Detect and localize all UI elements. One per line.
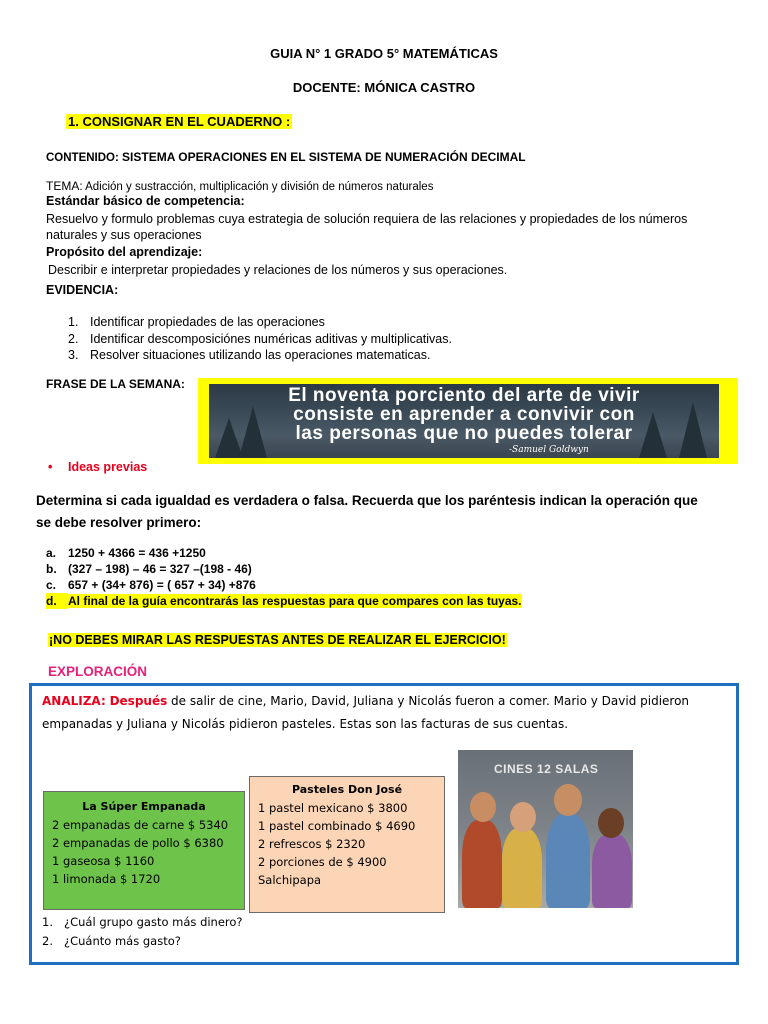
- frase-author: -Samuel Goldwyn: [509, 445, 589, 455]
- exercise-list: [46, 545, 522, 609]
- instructions: Determina si cada igualdad es verdadera o falsa. Recuerda que los paréntesis indican la operación que se debe resolver primero:: [36, 493, 698, 530]
- list-item: 1. ¿Cuál grupo gasto más dinero?: [42, 915, 243, 929]
- tema-label: TEMA: [46, 179, 80, 193]
- contenido-line: [46, 150, 526, 164]
- receipt-line: 2 empanadas de carne $ 5340: [52, 818, 229, 832]
- receipt-pasteles: [249, 776, 445, 913]
- receipt-line: 1 gaseosa $ 1160: [52, 854, 155, 868]
- list-item: a. 1250 + 4366 = 436 +1250: [46, 546, 206, 560]
- exploracion-heading: EXPLORACIÓN: [48, 664, 148, 679]
- teacher-name: DOCENTE: MÓNICA CASTRO: [292, 80, 476, 95]
- frase-label: FRASE DE LA SEMANA:: [46, 377, 185, 391]
- list-item: 1. Identificar propiedades de las operaciones: [68, 315, 325, 329]
- receipt-line: 2 refrescos $ 2320: [258, 837, 366, 851]
- receipt-header: La Súper Empanada: [82, 800, 206, 813]
- frase-line-2: consiste en aprender a convivir con: [293, 404, 635, 425]
- proposito-text: Describir e interpretar propiedades y relaciones de los números y sus operaciones.: [48, 263, 508, 277]
- receipt-line: 1 pastel mexicano $ 3800: [258, 801, 408, 815]
- estandar-label: Estándar básico de competencia:: [46, 194, 245, 208]
- analiza-paragraph: [42, 690, 732, 736]
- receipt-line: 1 limonada $ 1720: [52, 872, 161, 886]
- warning-text: ¡NO DEBES MIRAR LAS RESPUESTAS ANTES DE REALIZAR EL EJERCICIO!: [49, 633, 506, 647]
- evidencia-label: EVIDENCIA:: [46, 283, 119, 297]
- bullet-icon: •: [48, 460, 53, 474]
- list-item: 3. Resolver situaciones utilizando las operaciones matematicas.: [68, 348, 431, 362]
- proposito-label: Propósito del aprendizaje:: [46, 245, 203, 259]
- frase-line-3: las personas que no puedes tolerar: [295, 423, 633, 444]
- frase-image: [209, 384, 719, 458]
- list-item: b. (327 – 198) – 46 = 327 –(198 - 46): [46, 562, 252, 576]
- receipt-empanada: [43, 791, 245, 910]
- estandar-text: Resuelvo y formulo problemas cuya estrategia de solución requiera de las relaciones y propiedades de los números naturales y sus operaciones: [46, 212, 688, 242]
- tema-text: : Adición y sustracción, multiplicación y división de números naturales: [79, 181, 434, 193]
- cinema-illustration: [458, 750, 633, 908]
- list-item: c. 657 + (34+ 876) = ( 657 + 34) +876: [46, 578, 256, 592]
- receipt-line: 2 porciones de $ 4900: [258, 855, 387, 869]
- receipt-header: Pasteles Don José: [291, 783, 403, 796]
- receipt-line: 1 pastel combinado $ 4690: [258, 819, 416, 833]
- question-list: [42, 913, 243, 951]
- frase-line-1: El noventa porciento del arte de vivir: [288, 385, 640, 406]
- ideas-previas: • Ideas previas: [48, 460, 148, 474]
- evidencia-list: [68, 314, 452, 364]
- list-item: d. Al final de la guía encontrarás las respuestas para que compares con las tuyas.: [46, 594, 522, 608]
- analiza-despues: Después: [109, 694, 168, 708]
- receipt-line: Salchipapa: [258, 873, 322, 887]
- cinema-sign: CINES 12 SALAS: [494, 762, 599, 776]
- section-heading-consignar: 1. CONSIGNAR EN EL CUADERNO :: [68, 114, 291, 129]
- tema-line: [46, 179, 433, 193]
- list-item: 2. ¿Cuánto más gasto?: [42, 934, 181, 948]
- receipt-line: 2 empanadas de pollo $ 6380: [52, 836, 224, 850]
- contenido-value: SISTEMA OPERACIONES EN EL SISTEMA DE NUMERACIÓN DECIMAL: [122, 150, 526, 164]
- contenido-label: CONTENIDO:: [46, 152, 119, 164]
- analiza-label: ANALIZA:: [42, 694, 106, 708]
- list-item: 2. Identificar descomposiciónes numéricas aditivas y multiplicativas.: [68, 331, 452, 346]
- analiza-text: de salir de cine, Mario, David, Juliana y Nicolás fueron a comer. Mario y David pidieron empanadas y Juliana y Nicolás pidieron pasteles. Estas son las facturas de sus cuentas.: [42, 694, 690, 731]
- frase-banner: [198, 378, 738, 464]
- page-title: GUIA N° 1 GRADO 5° MATEMÁTICAS: [270, 46, 498, 61]
